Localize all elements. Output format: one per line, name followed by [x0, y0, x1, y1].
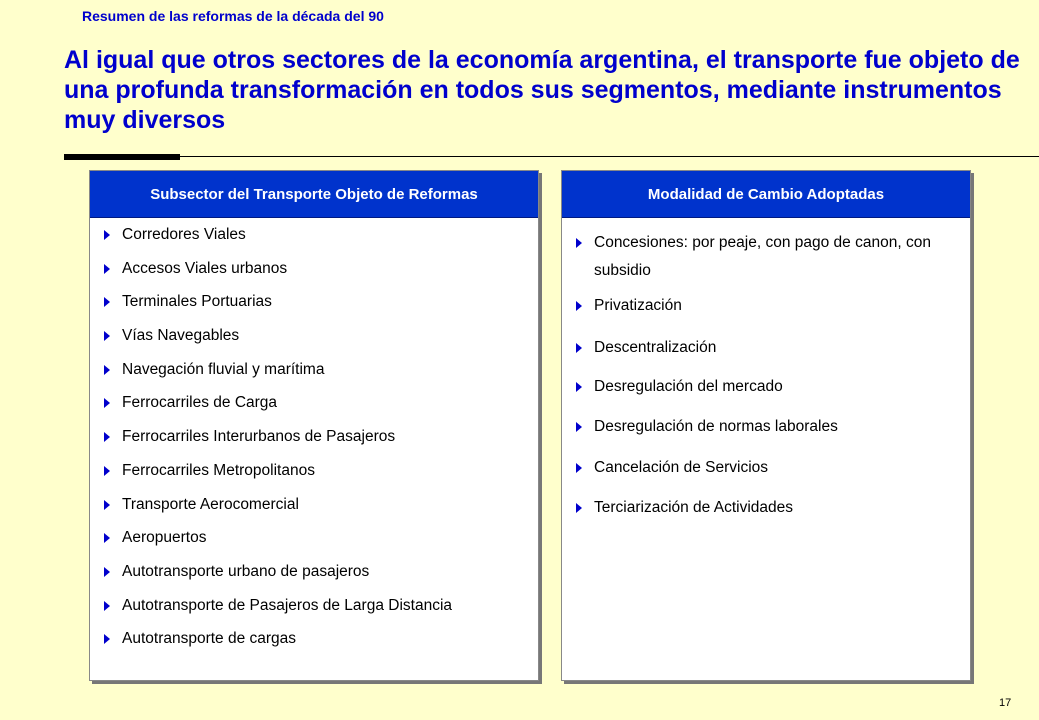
list-item — [576, 337, 962, 359]
list-item-label: Ferrocarriles de Carga — [122, 394, 278, 411]
bullet-arrow-icon — [104, 398, 110, 408]
list-item — [104, 426, 530, 448]
right-panel — [561, 170, 971, 681]
list-item — [576, 497, 962, 519]
list-item-label: Terciarización de Actividades — [594, 499, 794, 516]
list-item — [576, 295, 962, 317]
list-item — [104, 291, 530, 313]
list-item — [104, 392, 530, 414]
bullet-arrow-icon — [104, 365, 110, 375]
list-item — [576, 457, 962, 479]
bullet-arrow-icon — [104, 230, 110, 240]
title-rule-line — [64, 156, 1039, 157]
list-item — [576, 229, 962, 285]
bullet-arrow-icon — [576, 503, 582, 513]
list-item-label: Desregulación de normas laborales — [594, 418, 838, 435]
bullet-arrow-icon — [576, 343, 582, 353]
list-item — [104, 628, 530, 650]
list-item-label: Desregulación del mercado — [594, 378, 783, 395]
page-number: 17 — [999, 697, 1012, 709]
list-item-label: Descentralización — [594, 339, 717, 356]
bullet-arrow-icon — [104, 466, 110, 476]
bullet-arrow-icon — [576, 463, 582, 473]
list-item — [104, 561, 530, 583]
bullet-arrow-icon — [576, 238, 582, 248]
list-item-label: Aeropuertos — [122, 529, 207, 546]
list-item-label: Terminales Portuarias — [122, 293, 272, 310]
list-item — [104, 460, 530, 482]
bullet-arrow-icon — [576, 382, 582, 392]
list-item-label: Ferrocarriles Interurbanos de Pasajeros — [122, 428, 396, 445]
bullet-arrow-icon — [104, 634, 110, 644]
bullet-arrow-icon — [104, 567, 110, 577]
bullet-arrow-icon — [104, 331, 110, 341]
left-panel-header: Subsector del Transporte Objeto de Reformas — [90, 171, 538, 218]
left-panel — [89, 170, 539, 681]
list-item — [104, 527, 530, 549]
bullet-arrow-icon — [104, 432, 110, 442]
list-item-label: Concesiones: por peaje, con pago de canon, con subsidio — [594, 234, 931, 279]
list-item-label: Navegación fluvial y marítima — [122, 361, 325, 378]
list-item — [104, 595, 530, 617]
title-rule-bar — [64, 154, 180, 160]
slide-title: Al igual que otros sectores de la economía argentina, el transporte fue objeto de una profunda transformación en todos sus segmentos, mediante instrumentos muy diversos — [64, 46, 1020, 134]
list-item — [104, 359, 530, 381]
list-item-label: Transporte Aerocomercial — [122, 496, 299, 513]
bullet-arrow-icon — [576, 301, 582, 311]
list-item — [104, 494, 530, 516]
list-item-label: Cancelación de Servicios — [594, 459, 769, 476]
list-item — [104, 325, 530, 347]
list-item-label: Corredores Viales — [122, 226, 246, 243]
right-panel-header: Modalidad de Cambio Adoptadas — [562, 171, 970, 218]
list-item-label: Autotransporte de cargas — [122, 630, 297, 647]
slide-subtitle: Resumen de las reformas de la década del 90 — [82, 8, 384, 24]
list-item — [104, 258, 530, 280]
list-item — [104, 224, 530, 246]
list-item — [576, 376, 962, 398]
list-item-label: Accesos Viales urbanos — [122, 260, 288, 277]
bullet-arrow-icon — [104, 297, 110, 307]
bullet-arrow-icon — [104, 601, 110, 611]
list-item-label: Vías Navegables — [122, 327, 240, 344]
bullet-arrow-icon — [576, 422, 582, 432]
list-item-label: Autotransporte de Pasajeros de Larga Distancia — [122, 597, 453, 614]
list-item-label: Privatización — [594, 297, 682, 314]
list-item-label: Autotransporte urbano de pasajeros — [122, 563, 370, 580]
list-item-label: Ferrocarriles Metropolitanos — [122, 462, 315, 479]
bullet-arrow-icon — [104, 500, 110, 510]
bullet-arrow-icon — [104, 264, 110, 274]
bullet-arrow-icon — [104, 533, 110, 543]
list-item — [576, 416, 962, 438]
